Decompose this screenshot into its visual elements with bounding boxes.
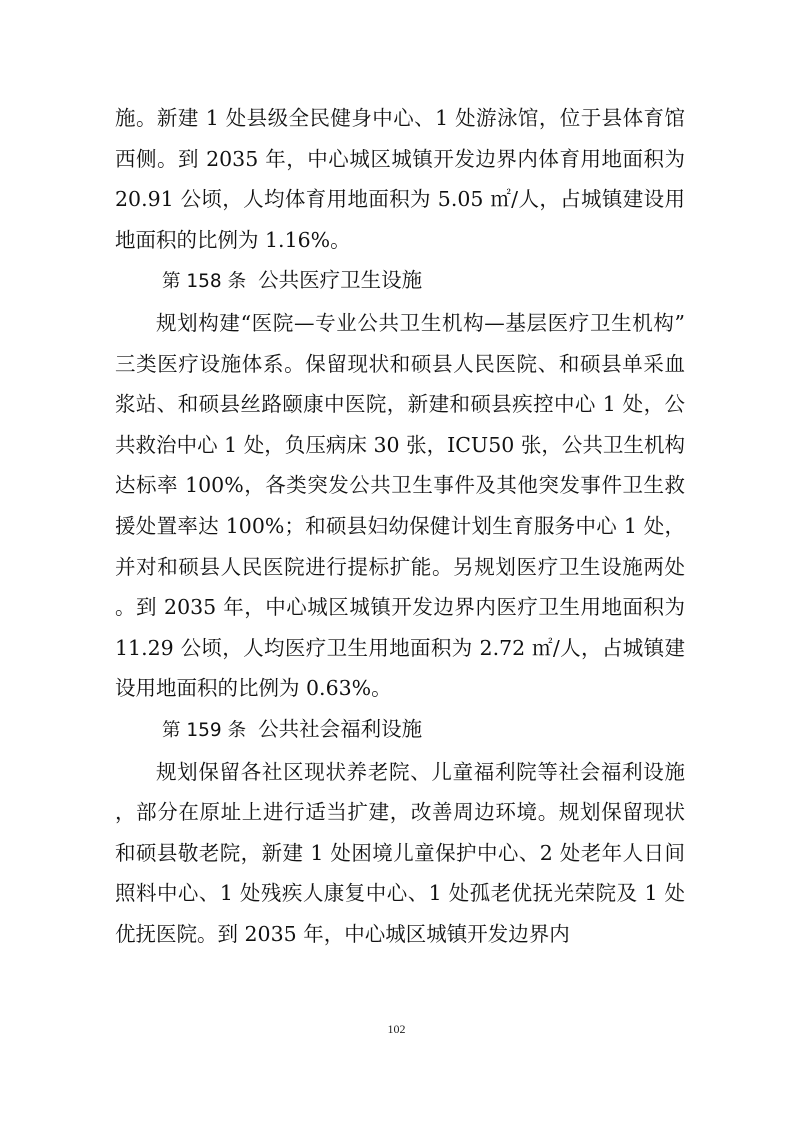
article-158-title: 公共医疗卫生设施: [258, 268, 423, 293]
article-159-heading: [115, 709, 685, 752]
paragraph-sports-facilities: 施。新建 1 处县级全民健身中心、1 处游泳馆，位于县体育馆西侧。到 2035 年，中心城区城镇开发边界内体育用地面积为 20.91 公顷，人均体育用地面积为 5.05 ㎡/人，占城镇建设用地面积的比例为 1.16%。: [115, 106, 685, 252]
article-159-number: 第 159 条: [162, 719, 247, 741]
paragraph-welfare-facilities: 规划保留各社区现状养老院、儿童福利院等社会福利设施，部分在原址上进行适当扩建，改善周边环境。规划保留现状和硕县敬老院，新建 1 处困境儿童保护中心、2 处老年人日间照料中心、1 处残疾人康复中心、1 处孤老优抚光荣院及 1 处优抚医院。到 2035 年，中心城区城镇开发边界内: [115, 759, 685, 946]
page-body: [115, 98, 685, 954]
article-158-number: 第 158 条: [162, 271, 247, 293]
page-number: 102: [387, 1022, 406, 1036]
paragraph-medical-facilities: 规划构建“医院—专业公共卫生机构—基层医疗卫生机构”三类医疗设施体系。保留现状和硕县人民医院、和硕县单采血浆站、和硕县丝路颐康中医院，新建和硕县疾控中心 1 处，公共救治中心 1 处，负压病床 30 张，ICU50 张，公共卫生机构达标率 100%，各类突发公共卫生事件及其他突发事件卫生救援处置率达 100%；和硕县妇幼保健计划生育服务中心 1 处，并对和硕县人民医院进行提标扩能。另规划医疗卫生设施两处。到 2035 年，中心城区城镇开发边界内医疗卫生用地面积为 11.29 公顷，人均医疗卫生用地面积为 2.72 ㎡/人，占城镇建设用地面积的比例为 0.63%。: [115, 310, 685, 701]
article-159-title: 公共社会福利设施: [258, 716, 423, 741]
article-158-heading: [115, 260, 685, 303]
